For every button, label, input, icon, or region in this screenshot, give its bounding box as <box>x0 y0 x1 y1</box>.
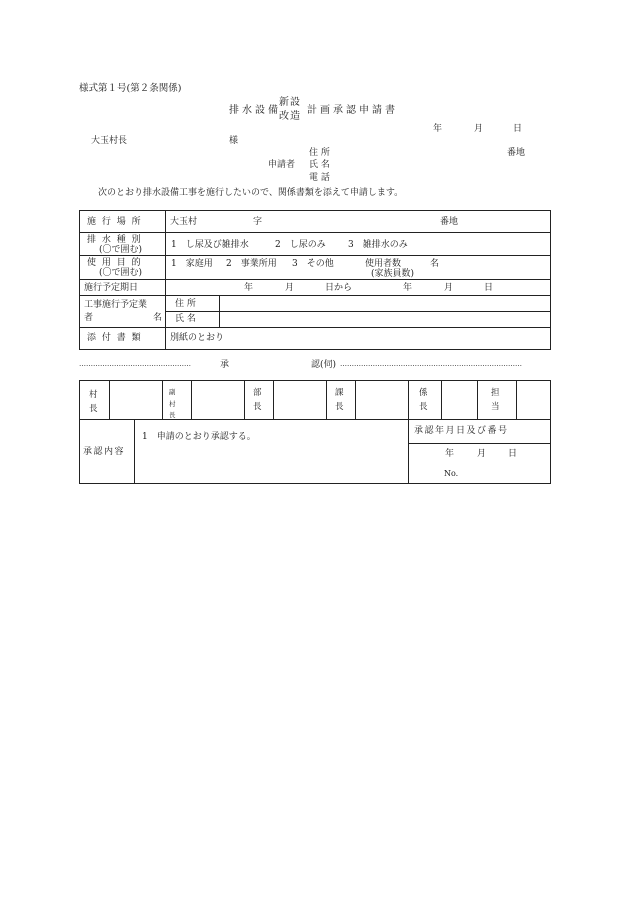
period-start-day: 日から <box>325 283 353 293</box>
approval-month: 月 <box>477 449 487 459</box>
addressee-name: 大玉村長 <box>91 136 128 146</box>
approval-year: 年 <box>445 449 455 459</box>
stamp-label-subsection-chief: 係 長 <box>419 388 428 412</box>
approval-date-number-label: 承認年月日及び番号 <box>414 426 509 436</box>
location-label: 施 行 場 所 <box>87 217 143 227</box>
period-end-month: 月 <box>444 283 454 293</box>
row-contractor <box>80 296 550 328</box>
title-suffix: 計画承認申請書 <box>307 105 398 116</box>
purpose-users-unit: 名 <box>430 259 440 269</box>
date-day: 日 <box>513 124 523 134</box>
applicant-address-suffix: 番地 <box>507 148 526 158</box>
period-start-month: 月 <box>285 283 295 293</box>
stamp-label-village-head: 村 長 <box>89 390 98 414</box>
purpose-option-1: 1 家庭用 <box>171 259 213 269</box>
location-village: 大玉村 <box>170 217 198 227</box>
approval-table <box>79 380 551 484</box>
divider-text-1: 承 <box>220 360 230 370</box>
date-month: 月 <box>474 124 484 134</box>
period-start-year: 年 <box>244 283 254 293</box>
contractor-label-2a: 者 <box>84 313 94 323</box>
stamp-label-officer-in-charge: 担 当 <box>491 388 500 412</box>
form-id: 様式第１号(第２条関係) <box>79 83 182 94</box>
drain-type-option-3: 3 雑排水のみ <box>348 240 408 250</box>
approval-content-text: 1 申請のとおり承認する。 <box>142 432 256 442</box>
contractor-name-label: 氏 名 <box>175 314 196 324</box>
contractor-label-2b: 名 <box>153 313 163 323</box>
stamp-label-section-chief: 課 長 <box>335 388 344 412</box>
addressee-honorific: 様 <box>229 136 239 146</box>
title-option-new: 新設 <box>279 97 301 108</box>
applicant-phone-label: 電 話 <box>309 173 330 183</box>
row-drain-type <box>80 233 550 256</box>
drain-type-option-2: 2 し尿のみ <box>275 240 326 250</box>
intro-text: 次のとおり排水設備工事を施行したいので、関係書類を添えて申請します。 <box>98 188 404 198</box>
row-attachments <box>80 328 550 349</box>
title-option-modify: 改造 <box>279 111 301 122</box>
attachments-label: 添 付 書 類 <box>87 333 143 343</box>
contractor-address-label: 住 所 <box>175 299 196 309</box>
stamp-label-department-head: 部 長 <box>253 388 262 412</box>
date-year: 年 <box>433 124 443 134</box>
divider-text-2: 認(伺) <box>311 360 337 370</box>
row-purpose <box>80 256 550 280</box>
applicant-address-label: 住 所 <box>309 148 330 158</box>
applicant-name-label: 氏 名 <box>309 160 330 170</box>
contractor-label-1: 工事施行予定業 <box>84 300 148 310</box>
row-location <box>80 211 550 233</box>
location-banchi: 番地 <box>440 217 459 227</box>
application-details-table <box>79 210 551 350</box>
attachments-value: 別紙のとおり <box>170 333 225 343</box>
drain-type-note: (〇で囲む) <box>99 245 143 255</box>
period-label: 施行予定期日 <box>84 283 139 293</box>
stamp-label-deputy-head: 副 村 長 <box>169 388 176 419</box>
row-period <box>80 280 550 296</box>
divider-dots-left: ………………………………………… <box>79 360 191 368</box>
purpose-label: 使 用 目 的 <box>87 258 143 268</box>
purpose-option-2: 2 事業所用 <box>226 259 277 269</box>
period-end-day: 日 <box>484 283 494 293</box>
applicant-role-label: 申請者 <box>268 160 296 170</box>
purpose-option-3: 3 その他 <box>292 259 334 269</box>
purpose-users-label: 使用者数 <box>365 259 402 269</box>
title-prefix: 排水設備 <box>229 105 281 116</box>
drain-type-option-1: 1 し尿及び雑排水 <box>171 240 249 250</box>
purpose-note: (〇で囲む) <box>99 268 143 278</box>
location-aza: 字 <box>253 217 263 227</box>
approval-day: 日 <box>508 449 518 459</box>
approval-content-label: 承認内容 <box>83 447 126 457</box>
divider-dots-right: …………………………………………………………………… <box>340 360 522 368</box>
drain-type-label: 排 水 種 別 <box>87 235 143 245</box>
purpose-users-note: (家族員数) <box>371 269 415 279</box>
period-end-year: 年 <box>403 283 413 293</box>
approval-number-label: No. <box>444 469 459 478</box>
